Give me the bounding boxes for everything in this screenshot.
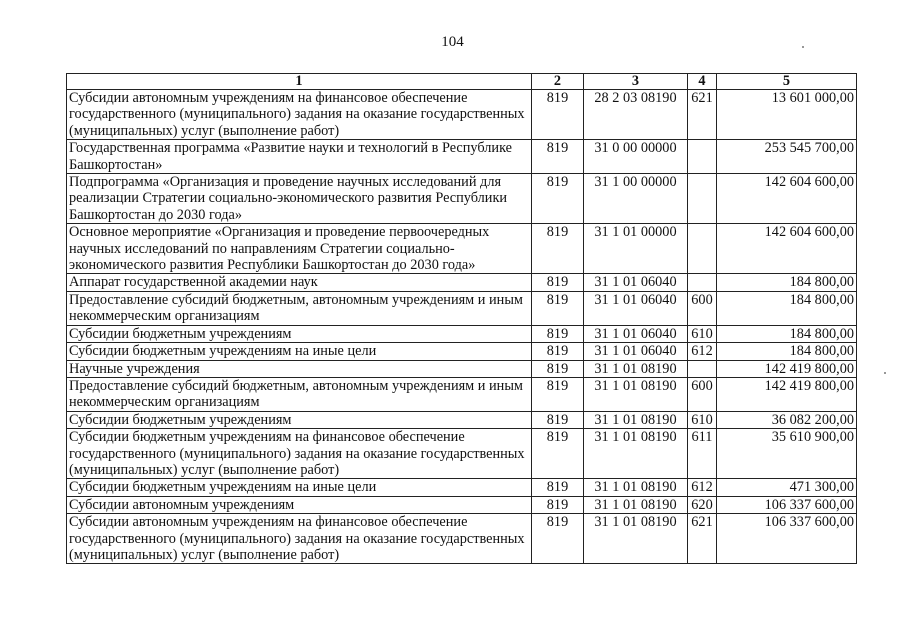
row-name: Предоставление субсидий бюджетным, автономным учреждениям и иным некоммерческим организациям — [67, 377, 532, 411]
row-csr: 31 1 01 08190 — [584, 429, 688, 479]
row-code: 819 — [532, 429, 584, 479]
row-code: 819 — [532, 377, 584, 411]
row-csr: 31 1 01 06040 — [584, 274, 688, 291]
table-row — [67, 140, 857, 174]
header-col-3: 3 — [584, 74, 688, 90]
row-csr: 31 1 01 00000 — [584, 224, 688, 274]
table-row — [67, 360, 857, 377]
row-sum: 13 601 000,00 — [717, 90, 857, 140]
row-code: 819 — [532, 274, 584, 291]
row-vr — [688, 224, 717, 274]
row-code: 819 — [532, 224, 584, 274]
row-code: 819 — [532, 325, 584, 342]
header-col-2: 2 — [532, 74, 584, 90]
row-sum: 142 419 800,00 — [717, 377, 857, 411]
row-vr: 600 — [688, 291, 717, 325]
table-row — [67, 343, 857, 360]
table-row — [67, 90, 857, 140]
row-name: Субсидии бюджетным учреждениям на финансовое обеспечение государственного (муниципального) задания на оказание государственных (муниципальных) услуг (выполнение работ) — [67, 429, 532, 479]
scan-speck — [884, 372, 886, 374]
row-csr: 31 1 01 08190 — [584, 411, 688, 428]
row-name: Субсидии бюджетным учреждениям — [67, 325, 532, 342]
row-name: Субсидии бюджетным учреждениям — [67, 411, 532, 428]
table-row — [67, 224, 857, 274]
row-code: 819 — [532, 90, 584, 140]
row-name: Государственная программа «Развитие науки и технологий в Республике Башкортостан» — [67, 140, 532, 174]
table-row — [67, 291, 857, 325]
row-vr: 612 — [688, 479, 717, 496]
row-code: 819 — [532, 291, 584, 325]
row-name: Субсидии бюджетным учреждениям на иные цели — [67, 479, 532, 496]
row-csr: 31 1 01 08190 — [584, 360, 688, 377]
row-code: 819 — [532, 496, 584, 513]
row-name: Субсидии автономным учреждениям на финансовое обеспечение государственного (муниципального) задания на оказание государственных (муниципальных) услуг (выполнение работ) — [67, 90, 532, 140]
row-sum: 184 800,00 — [717, 343, 857, 360]
header-col-5: 5 — [717, 74, 857, 90]
row-sum: 142 419 800,00 — [717, 360, 857, 377]
row-vr: 612 — [688, 343, 717, 360]
row-vr: 610 — [688, 411, 717, 428]
row-name: Аппарат государственной академии наук — [67, 274, 532, 291]
table-row — [67, 377, 857, 411]
row-name: Предоставление субсидий бюджетным, автономным учреждениям и иным некоммерческим организациям — [67, 291, 532, 325]
row-sum: 36 082 200,00 — [717, 411, 857, 428]
row-code: 819 — [532, 174, 584, 224]
row-sum: 184 800,00 — [717, 325, 857, 342]
row-code: 819 — [532, 360, 584, 377]
table-row — [67, 325, 857, 342]
row-vr: 600 — [688, 377, 717, 411]
row-name: Субсидии бюджетным учреждениям на иные цели — [67, 343, 532, 360]
row-vr: 611 — [688, 429, 717, 479]
table-row — [67, 479, 857, 496]
row-name: Субсидии автономным учреждениям — [67, 496, 532, 513]
row-name: Субсидии автономным учреждениям на финансовое обеспечение государственного (муниципального) задания на оказание государственных (муниципальных) услуг (выполнение работ) — [67, 514, 532, 564]
header-col-4: 4 — [688, 74, 717, 90]
row-sum: 35 610 900,00 — [717, 429, 857, 479]
table-row — [67, 411, 857, 428]
row-code: 819 — [532, 411, 584, 428]
row-code: 819 — [532, 479, 584, 496]
row-name: Основное мероприятие «Организация и проведение первоочередных научных исследований по направлениям Стратегии социально-экономического развития Республики Башкортостан до 2030 года» — [67, 224, 532, 274]
row-vr: 620 — [688, 496, 717, 513]
row-code: 819 — [532, 514, 584, 564]
table-row — [67, 274, 857, 291]
row-vr: 621 — [688, 514, 717, 564]
row-csr: 31 1 01 08190 — [584, 479, 688, 496]
row-vr: 610 — [688, 325, 717, 342]
row-sum: 142 604 600,00 — [717, 224, 857, 274]
header-col-1: 1 — [67, 74, 532, 90]
row-sum: 184 800,00 — [717, 274, 857, 291]
budget-table — [66, 73, 857, 564]
row-code: 819 — [532, 140, 584, 174]
row-code: 819 — [532, 343, 584, 360]
table-row — [67, 514, 857, 564]
row-vr — [688, 274, 717, 291]
row-sum: 106 337 600,00 — [717, 496, 857, 513]
row-csr: 31 1 01 06040 — [584, 291, 688, 325]
row-csr: 31 1 01 06040 — [584, 325, 688, 342]
header-row — [67, 74, 857, 90]
row-name: Научные учреждения — [67, 360, 532, 377]
row-csr: 31 1 01 08190 — [584, 377, 688, 411]
row-csr: 31 1 00 00000 — [584, 174, 688, 224]
row-sum: 106 337 600,00 — [717, 514, 857, 564]
row-vr — [688, 140, 717, 174]
scan-speck — [802, 46, 804, 48]
row-csr: 28 2 03 08190 — [584, 90, 688, 140]
page-number: 104 — [441, 34, 464, 50]
row-name: Подпрограмма «Организация и проведение научных исследований для реализации Стратегии социально-экономического развития Республики Башкортостан до 2030 года» — [67, 174, 532, 224]
row-sum: 471 300,00 — [717, 479, 857, 496]
row-vr: 621 — [688, 90, 717, 140]
row-sum: 142 604 600,00 — [717, 174, 857, 224]
row-csr: 31 1 01 06040 — [584, 343, 688, 360]
row-csr: 31 1 01 08190 — [584, 514, 688, 564]
table-row — [67, 429, 857, 479]
table-row — [67, 496, 857, 513]
row-csr: 31 0 00 00000 — [584, 140, 688, 174]
row-vr — [688, 360, 717, 377]
row-vr — [688, 174, 717, 224]
row-sum: 253 545 700,00 — [717, 140, 857, 174]
row-sum: 184 800,00 — [717, 291, 857, 325]
row-csr: 31 1 01 08190 — [584, 496, 688, 513]
table-row — [67, 174, 857, 224]
